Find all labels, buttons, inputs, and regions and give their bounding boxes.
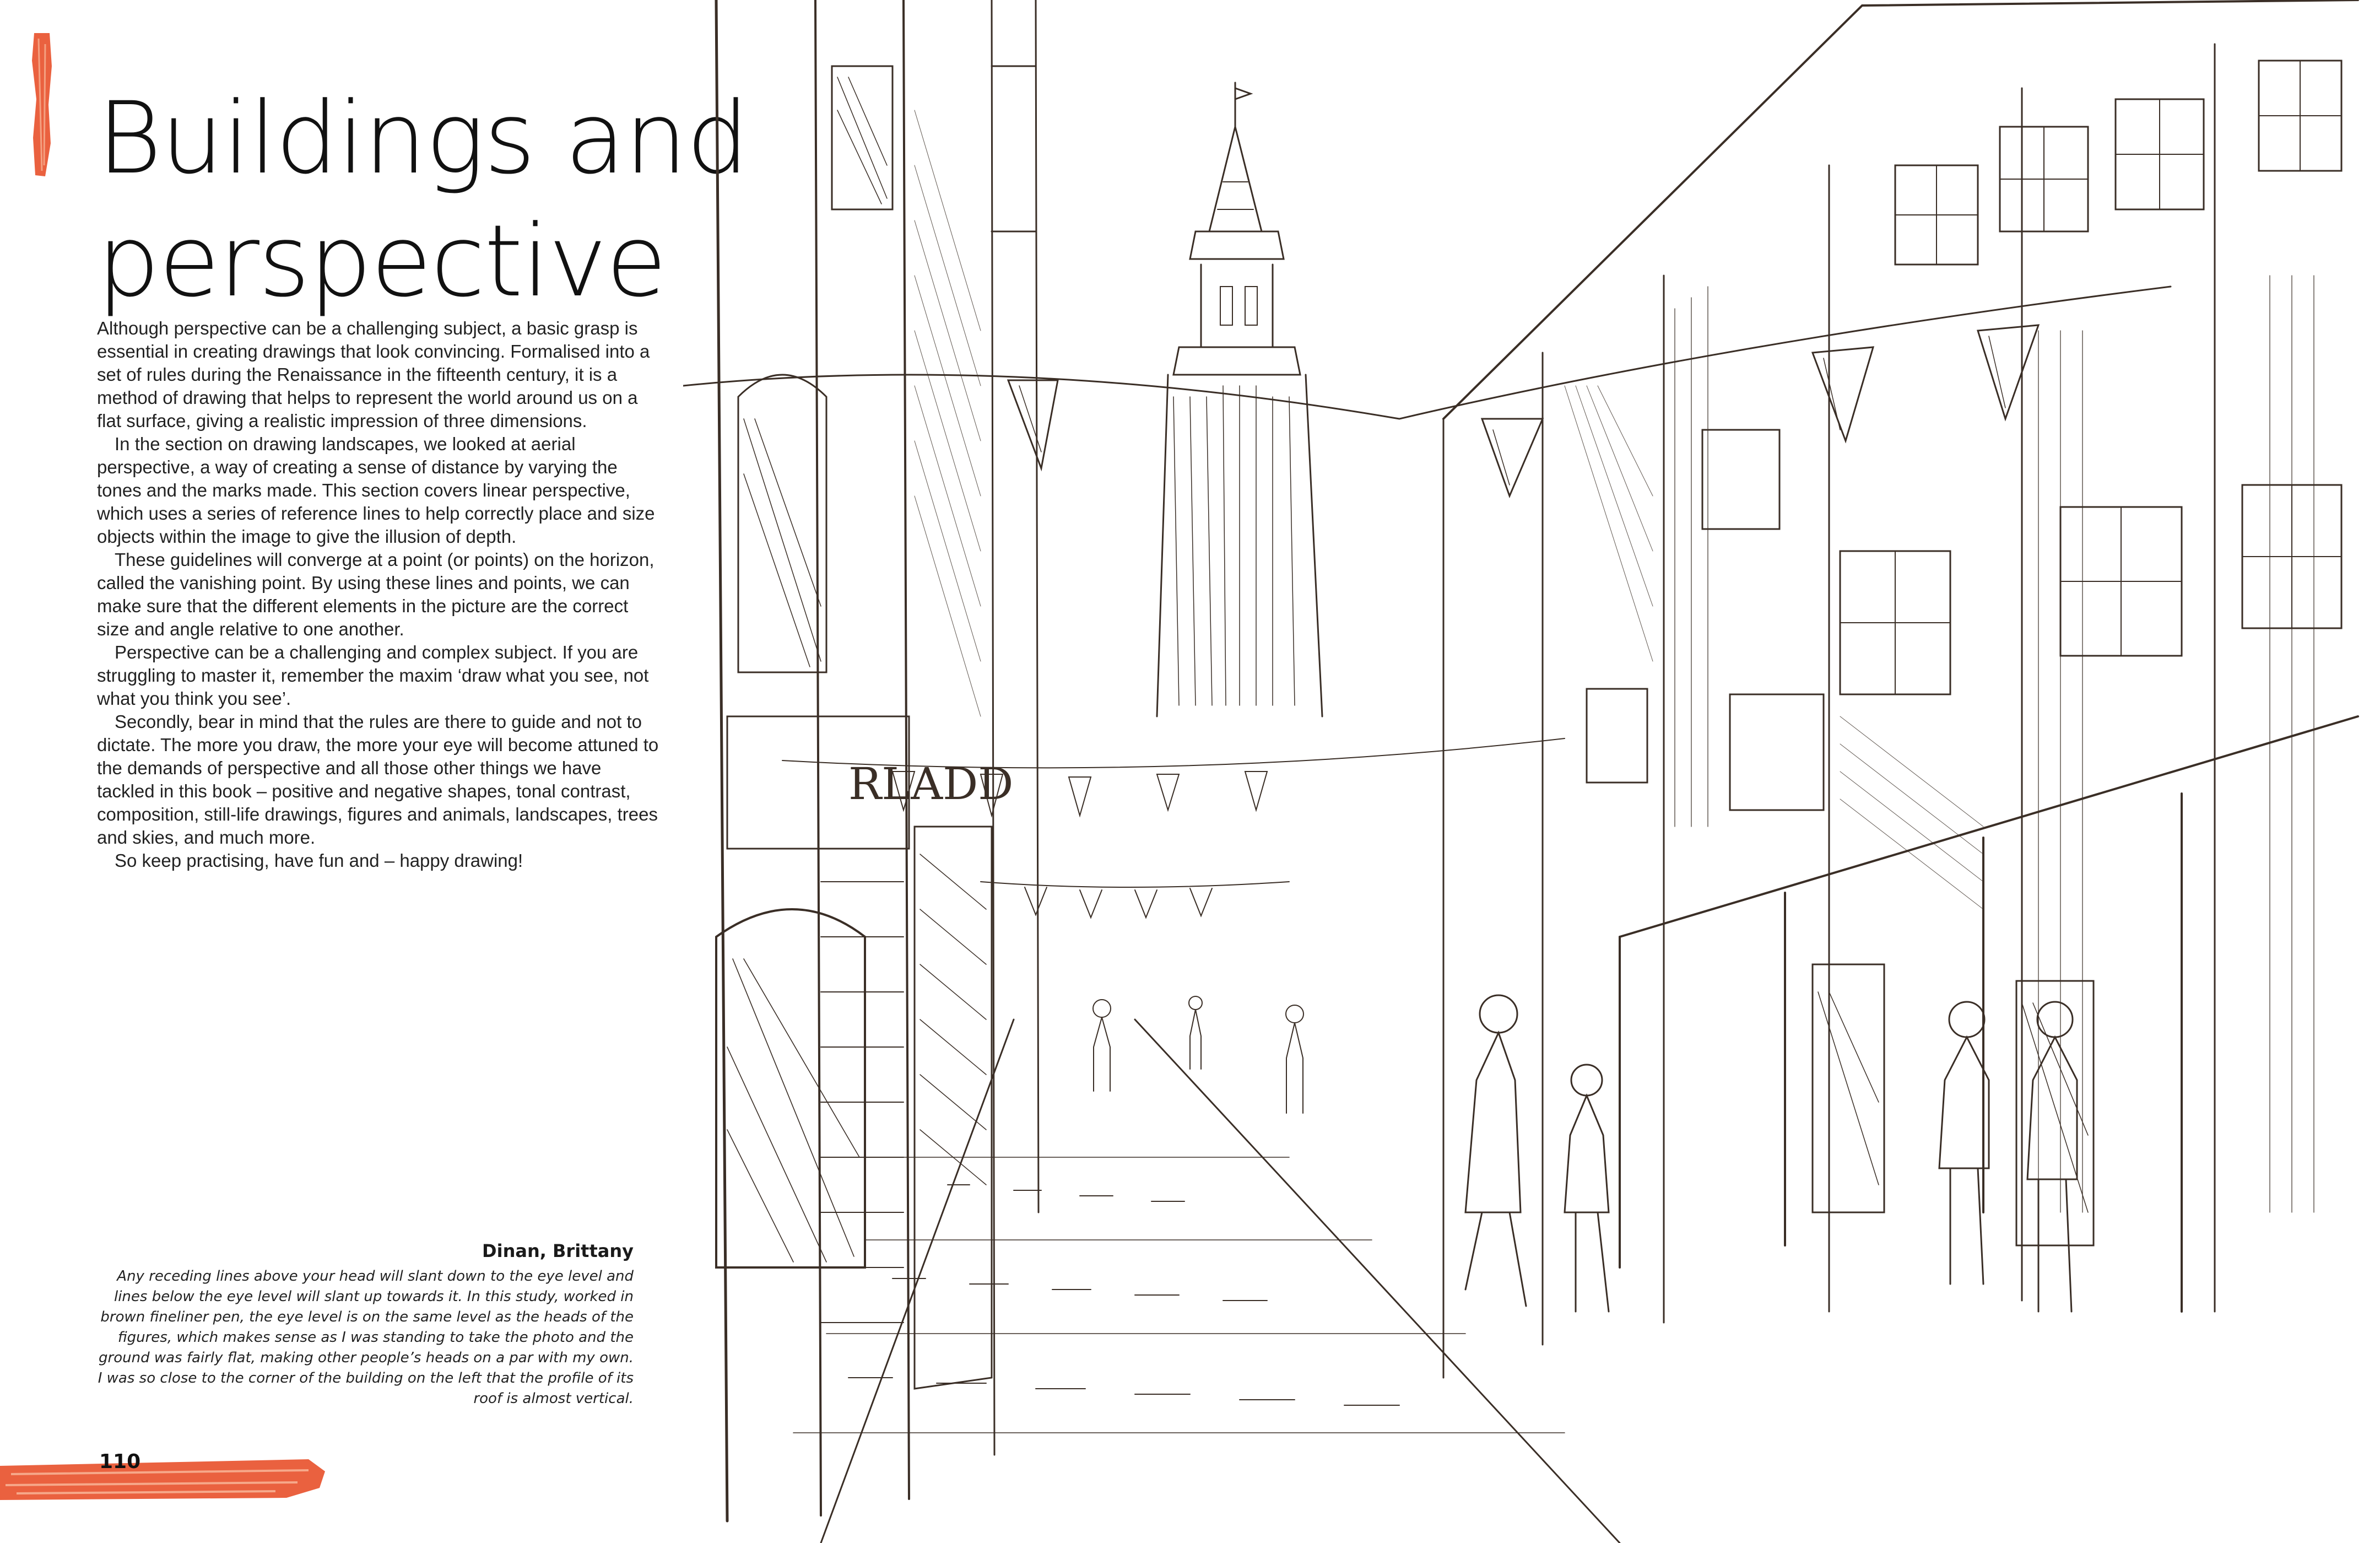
street-sketch-illustration <box>683 0 2380 1543</box>
page-title <box>97 77 758 323</box>
paragraph: In the section on drawing landscapes, we looked at aerial perspective, a way of creating a sense of distance by varying the tones and the marks made. This section covers linear perspective, which uses a series of reference lines to help correctly place and size objects within the image to give the illusion of depth. <box>97 434 655 547</box>
brush-stroke-bottom <box>0 1455 331 1504</box>
brush-stroke-top <box>29 33 55 176</box>
body-text <box>97 317 659 872</box>
right-buildings <box>1443 0 2358 1378</box>
paragraph: These guidelines will converge at a point (or points) on the horizon, called the vanishing point. By using these lines and points, we can make sure that the different elements in the picture are the correct size and angle relative to one another. <box>97 549 654 639</box>
paragraph: Although perspective can be a challenging subject, a basic grasp is essential in creating drawings that look convincing. Formalised into a set of rules during the Renaissance in the fifteenth century, it is a method of drawing that helps to represent the world around us on a flat surface, giving a realistic impression of three dimensions. <box>97 318 650 431</box>
caption-title: Dinan, Brittany <box>482 1240 634 1261</box>
title-line-2: perspective <box>97 204 666 320</box>
page-number: 110 <box>99 1450 141 1473</box>
church-tower <box>1157 83 1322 716</box>
shop-sign-text: RLADD <box>848 758 1014 810</box>
left-building <box>716 0 1038 1521</box>
paragraph: So keep practising, have fun and – happy drawing! <box>115 850 523 871</box>
paragraph: Perspective can be a challenging and complex subject. If you are struggling to master it, remember the maxim ‘draw what you see, not what you think you see’. <box>97 642 649 709</box>
title-line-1: Buildings and <box>97 81 748 196</box>
caption-text: Any receding lines above your head will slant down to the eye level and lines below the eye level will slant up towards it. In this study, worked in brown fineliner pen, the eye level is on the same level as the heads of the figures, which makes sense as I was standing to take the photo and the ground was fairly flat, making other people’s heads on a par with my own. I was so close to the corner of the building on the left that the profile of its roof is almost vertical. <box>98 1268 634 1407</box>
paragraph: Secondly, bear in mind that the rules are there to guide and not to dictate. The more you draw, the more your eye will become attuned to the demands of perspective and all those other things we have tackled in this book – positive and negative shapes, tonal contrast, composition, still-life drawings, figures and animals, landscapes, trees and skies, and much more. <box>97 711 659 848</box>
cobbled-street <box>793 1019 1620 1543</box>
illustration-caption <box>94 1239 634 1409</box>
pedestrians <box>1093 995 2077 1312</box>
